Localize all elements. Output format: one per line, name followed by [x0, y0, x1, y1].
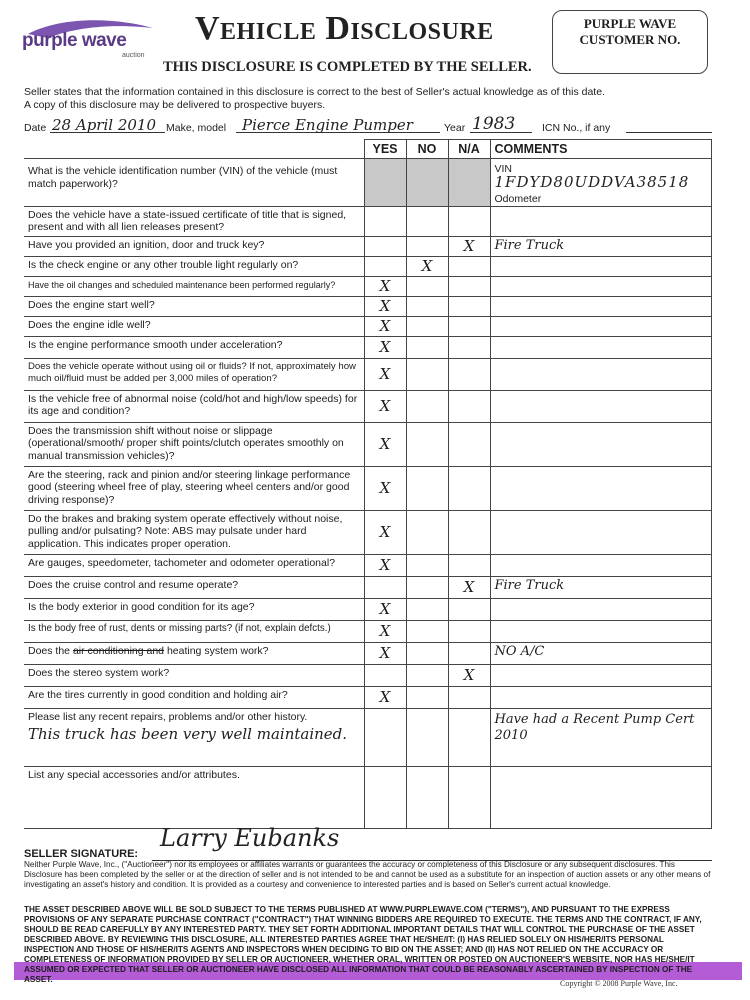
comment-cell[interactable] [490, 510, 711, 554]
no-mark[interactable] [406, 390, 448, 422]
customer-label-1: PURPLE WAVE [583, 16, 677, 31]
na-mark[interactable] [448, 276, 490, 296]
no-mark[interactable]: X [406, 256, 448, 276]
na-mark[interactable] [448, 358, 490, 390]
make-value: Pierce Engine Pumper [242, 116, 413, 134]
history-label: Please list any recent repairs, problems and/or other history. [28, 710, 308, 723]
date-value: 28 April 2010 [52, 116, 156, 134]
comment-cell[interactable] [490, 206, 711, 236]
na-mark[interactable] [448, 642, 490, 664]
comment-cell[interactable] [490, 316, 711, 336]
table-row [24, 642, 711, 664]
history-comment[interactable]: Have had a Recent Pump Cert 2010 [490, 708, 711, 766]
question-text: What is the vehicle identification number (VIN) of the vehicle (must match paperwork)? [24, 159, 364, 207]
table-row [24, 620, 711, 642]
table-row [24, 554, 711, 576]
na-cell [448, 766, 490, 828]
vehicle-info-line [24, 114, 724, 138]
question-grid [24, 139, 711, 829]
yes-mark[interactable]: X [364, 336, 406, 358]
na-mark[interactable]: X [448, 236, 490, 256]
comment-cell[interactable] [490, 276, 711, 296]
yes-cell [364, 159, 406, 207]
yes-mark[interactable]: X [364, 316, 406, 336]
question-text: Does the cruise control and resume operate? [24, 576, 364, 598]
question-text: Does the transmission shift without noise or slippage (operational/smooth/ proper shift points/clutch operates smoothly on manual transmission vehicles)? [24, 422, 364, 466]
yes-mark[interactable]: X [364, 554, 406, 576]
vin-value: 1FDYD80UDDVA38518 [494, 172, 690, 191]
logo-subtext: auction [122, 52, 145, 59]
disclaimer-text: Neither Purple Wave, Inc., ("Auctioneer") nor its employees or affiliates warrants or guarantees the accuracy or completeness of this Disclosure or any subsequent disclosures. This Disclosure has been completed by the seller or at the direction of seller and is not intended to be and cannot be used as a substitute for an inspection of auction assets or any other means of investigating an asset's history and condition. It is provided as a courtesy and convenience to interested parties and is based on Seller's current actual knowledge. [24, 860, 711, 889]
intro-text [24, 86, 724, 112]
table-row [24, 336, 711, 358]
yes-mark[interactable] [364, 206, 406, 236]
no-mark[interactable] [406, 358, 448, 390]
icn-field[interactable] [626, 118, 712, 133]
yes-mark[interactable]: X [364, 358, 406, 390]
comment-cell[interactable] [490, 256, 711, 276]
no-mark[interactable] [406, 554, 448, 576]
table-row [24, 422, 711, 466]
question-text: Is the check engine or any other trouble light regularly on? [24, 256, 364, 276]
question-text: Do the brakes and braking system operate effectively without noise, pulling and/or pulsating? Note: ABS may pulsate under hard application. This indicates proper operation. [24, 510, 364, 554]
icn-label: ICN No., if any [542, 122, 611, 134]
col-no: NO [406, 140, 448, 159]
table-row [24, 466, 711, 510]
yes-mark[interactable]: X [364, 466, 406, 510]
na-mark[interactable] [448, 390, 490, 422]
comment-cell[interactable] [490, 296, 711, 316]
yes-mark[interactable] [364, 256, 406, 276]
yes-mark[interactable]: X [364, 598, 406, 620]
signature-label: SELLER SIGNATURE: [24, 848, 139, 860]
yes-cell [364, 766, 406, 828]
vin-label: VIN [494, 163, 513, 175]
yes-mark[interactable] [364, 664, 406, 686]
question-text [24, 642, 364, 664]
history-cell[interactable] [24, 708, 364, 766]
vin-cell[interactable] [490, 159, 711, 207]
na-mark[interactable] [448, 296, 490, 316]
na-mark[interactable] [448, 336, 490, 358]
table-row [24, 236, 711, 256]
comment-cell[interactable] [490, 620, 711, 642]
comment-cell[interactable] [490, 422, 711, 466]
table-row [24, 576, 711, 598]
no-mark[interactable] [406, 576, 448, 598]
na-mark[interactable] [448, 256, 490, 276]
na-mark[interactable] [448, 316, 490, 336]
question-text: Does the vehicle have a state-issued certificate of title that is signed, present and with all lien releases present? [24, 206, 364, 236]
yes-mark[interactable]: X [364, 686, 406, 708]
accessories-row [24, 766, 711, 828]
yes-mark[interactable]: X [364, 620, 406, 642]
na-mark[interactable] [448, 554, 490, 576]
question-text: Are the tires currently in good condition and holding air? [24, 686, 364, 708]
table-row [24, 316, 711, 336]
question-text-pre: Does the [28, 644, 73, 657]
header-row [24, 140, 711, 159]
question-text: Does the engine start well? [24, 296, 364, 316]
table-row [24, 598, 711, 620]
yes-mark[interactable] [364, 576, 406, 598]
customer-number-box[interactable] [552, 10, 708, 74]
copyright: Copyright © 2008 Purple Wave, Inc. [560, 979, 678, 988]
table-row [24, 276, 711, 296]
no-cell [406, 159, 448, 207]
logo-text: purple wave [22, 30, 127, 51]
intro-line-1: Seller states that the information contained in this disclosure is correct to the best of Seller's actual knowledge as of this date. [24, 86, 605, 98]
question-text: Have you provided an ignition, door and truck key? [24, 236, 364, 256]
page-title: Vehicle Disclosure [195, 10, 494, 47]
question-table [24, 139, 712, 829]
question-text: Does the engine idle well? [24, 316, 364, 336]
col-comments: COMMENTS [490, 140, 711, 159]
no-mark[interactable] [406, 664, 448, 686]
question-text: Are the steering, rack and pinion and/or steering linkage performance good (steering wheel free of play, steering wheel centers and/or good driving response)? [24, 466, 364, 510]
yes-mark[interactable]: X [364, 296, 406, 316]
intro-line-2: A copy of this disclosure may be delivered to prospective buyers. [24, 99, 326, 111]
question-text: Is the vehicle free of abnormal noise (cold/hot and high/low speeds) for its age and condition? [24, 390, 364, 422]
yes-mark[interactable] [364, 236, 406, 256]
no-mark[interactable] [406, 620, 448, 642]
no-mark[interactable] [406, 236, 448, 256]
history-row [24, 708, 711, 766]
table-row [24, 510, 711, 554]
na-cell [448, 159, 490, 207]
date-label: Date [24, 122, 47, 134]
na-mark[interactable] [448, 206, 490, 236]
na-mark[interactable] [448, 686, 490, 708]
na-mark[interactable] [448, 466, 490, 510]
table-row [24, 256, 711, 276]
comment-cell[interactable] [490, 466, 711, 510]
na-mark[interactable]: X [448, 664, 490, 686]
question-text: Have the oil changes and scheduled maintenance been performed regularly? [24, 276, 364, 296]
no-mark[interactable] [406, 296, 448, 316]
no-mark[interactable] [406, 642, 448, 664]
no-mark[interactable] [406, 598, 448, 620]
question-text: Is the body free of rust, dents or missing parts? (if not, explain defcts.) [24, 620, 364, 642]
year-value: 1983 [472, 114, 516, 134]
yes-cell [364, 708, 406, 766]
question-text: Does the stereo system work? [24, 664, 364, 686]
customer-label-2: CUSTOMER NO. [579, 32, 681, 47]
table-row [24, 206, 711, 236]
yes-mark[interactable]: X [364, 510, 406, 554]
yes-mark[interactable]: X [364, 390, 406, 422]
table-row [24, 664, 711, 686]
make-label: Make, model [166, 122, 227, 134]
question-text: Are gauges, speedometer, tachometer and odometer operational? [24, 554, 364, 576]
na-mark[interactable] [448, 510, 490, 554]
yes-mark[interactable]: X [364, 642, 406, 664]
comment-cell[interactable]: NO A/C [490, 642, 711, 664]
no-mark[interactable] [406, 276, 448, 296]
col-na: N/A [448, 140, 490, 159]
comment-cell[interactable] [490, 336, 711, 358]
comment-cell[interactable] [490, 358, 711, 390]
yes-mark[interactable]: X [364, 276, 406, 296]
comment-cell[interactable]: Fire Truck [490, 576, 711, 598]
comment-cell[interactable] [490, 664, 711, 686]
question-text: Is the engine performance smooth under acceleration? [24, 336, 364, 358]
accessories-label[interactable]: List any special accessories and/or attributes. [24, 766, 364, 828]
question-text-post: heating system work? [164, 644, 269, 657]
table-row [24, 686, 711, 708]
table-row [24, 159, 711, 207]
terms-text: THE ASSET DESCRIBED ABOVE WILL BE SOLD SUBJECT TO THE TERMS PUBLISHED AT WWW.PURPLEWAVE.COM ("TERMS"), AND PURSUANT TO THE EXPRESS PROVISIONS OF ANY SEPARATE PURCHASE CONTRACT ("CONTRACT") THAT WINNING BIDDERS ARE REQUIRED TO EXECUTE. THE TERMS AND THE CONTRACT, IF ANY, SHOULD BE READ CAREFULLY BY ANY INTERESTED PARTY. THEY SET FORTH ADDITIONAL IMPORTANT DETAILS THAT WILL CONTROL THE PURCHASE OF THE ASSET DESCRIBED ABOVE. BY REVIEWING THIS DISCLOSURE, ALL INTERESTED PARTIES AGREE THAT HE/SHE/IT: (I) HAS RELIED SOLELY ON HIS/HER/ITS PERSONAL INSPECTION AND THOSE OF HIS/HER/ITS AGENTS AND INSPECTORS WHEN DECIDING TO BID ON THE ASSET; AND (II) HAS NOT RELIED ON THE ACCURACY OR COMPLETENESS OF INFORMATION PROVIDED BY SELLER OR AUCTIONEER, WHETHER ORAL, WRITTEN OR POSTED ON AUCTIONEER'S WEBSITE, NOR HAS HE/SHE/IT ASSUMED OR EXPECTED THAT SELLER OR AUCTIONEER HAVE DISCLOSED ALL INFORMATION THAT COULD BE REASONABLY ASCERTAINED BY INSPECTION OF THE ASSET. [24, 905, 702, 984]
comment-cell[interactable] [490, 766, 711, 828]
table-row [24, 390, 711, 422]
no-mark[interactable] [406, 466, 448, 510]
table-row [24, 358, 711, 390]
no-cell [406, 766, 448, 828]
page-subtitle: THIS DISCLOSURE IS COMPLETED BY THE SELLER. [163, 59, 532, 75]
struck-text: air conditioning and [72, 644, 165, 657]
no-mark[interactable] [406, 336, 448, 358]
no-cell [406, 708, 448, 766]
comment-cell[interactable]: Fire Truck [490, 236, 711, 256]
no-mark[interactable] [406, 316, 448, 336]
na-cell [448, 708, 490, 766]
comment-cell[interactable] [490, 598, 711, 620]
comment-cell[interactable] [490, 686, 711, 708]
na-mark[interactable]: X [448, 576, 490, 598]
no-mark[interactable] [406, 510, 448, 554]
history-answer: This truck has been very well maintained. [28, 725, 348, 743]
na-mark[interactable] [448, 422, 490, 466]
question-text: Does the vehicle operate without using oil or fluids? If not, approximately how much oil/fluid must be added per 3,000 miles of operation? [24, 358, 364, 390]
no-mark[interactable] [406, 686, 448, 708]
no-mark[interactable] [406, 422, 448, 466]
year-label: Year [444, 122, 466, 134]
na-mark[interactable] [448, 620, 490, 642]
table-row [24, 296, 711, 316]
question-text: Is the body exterior in good condition for its age? [24, 598, 364, 620]
no-mark[interactable] [406, 206, 448, 236]
seller-signature: Larry Eubanks [160, 824, 340, 852]
odometer-label: Odometer [494, 193, 542, 205]
col-yes: YES [364, 140, 406, 159]
comment-cell[interactable] [490, 554, 711, 576]
comment-cell[interactable] [490, 390, 711, 422]
yes-mark[interactable]: X [364, 422, 406, 466]
na-mark[interactable] [448, 598, 490, 620]
